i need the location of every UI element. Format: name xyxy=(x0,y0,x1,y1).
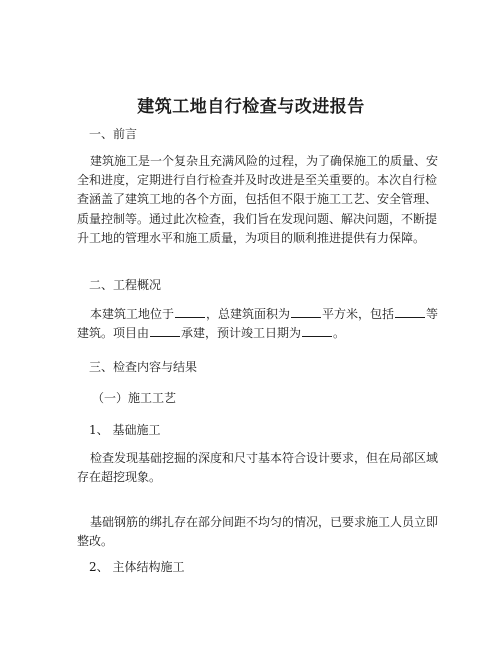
paragraph-line: 基础钢筋的绑扎存在部分间距不均匀的情况，已要求施工人员立即 xyxy=(90,515,439,529)
foundation-paragraph-2 xyxy=(77,513,439,551)
blank-field xyxy=(302,323,332,337)
overview-text: 承建，预计竣工日期为 xyxy=(181,326,302,341)
paragraph-line: 升工地的管理水平和施工质量，为项目的顺利推进提供有力保障。 xyxy=(77,230,426,245)
section-heading-preface: 一、前言 xyxy=(89,127,138,141)
paragraph-line xyxy=(77,304,439,323)
blank-field xyxy=(291,304,321,318)
subsection-heading-process: （一）施工工艺 xyxy=(92,391,177,405)
overview-text: 平方米，包括 xyxy=(322,307,395,321)
paragraph-line: 整改。 xyxy=(77,534,114,549)
item-heading-main-structure: 2、 主体结构施工 xyxy=(89,560,185,574)
section-heading-overview: 二、工程概况 xyxy=(89,278,162,292)
overview-text: 。 xyxy=(333,326,346,341)
paragraph-line: 质量控制等。通过此次检查，我们旨在发现问题、解决问题，不断提 xyxy=(77,211,438,226)
foundation-paragraph-1 xyxy=(77,449,439,487)
paragraph-line: 建筑施工是一个复杂且充满风险的过程，为了确保施工的质量、安 xyxy=(90,154,439,168)
blank-field xyxy=(395,304,425,318)
blank-field xyxy=(150,323,180,337)
item-heading-foundation: 1、 基础施工 xyxy=(89,423,161,437)
overview-text: 建筑。项目由 xyxy=(77,326,150,341)
preface-paragraph xyxy=(77,152,439,248)
document-title: 建筑工地自行检查与改进报告 xyxy=(137,97,365,117)
paragraph-line xyxy=(77,323,429,342)
section-heading-inspection: 三、检查内容与结果 xyxy=(89,360,198,374)
overview-text: ，总建筑面积为 xyxy=(206,307,291,321)
overview-text: 本建筑工地位于 xyxy=(90,307,175,321)
paragraph-line: 检查发现基础挖掘的深度和尺寸基本符合设计要求，但在局部区域 xyxy=(90,451,439,465)
overview-text: 等 xyxy=(426,307,439,321)
paragraph-line: 查涵盖了建筑工地的各个方面，包括但不限于施工工艺、安全管理、 xyxy=(77,192,438,207)
paragraph-line: 全和进度，定期进行自行检查并及时改进是至关重要的。本次自行检 xyxy=(77,173,438,188)
blank-field xyxy=(175,304,205,318)
overview-paragraph xyxy=(77,304,439,342)
paragraph-line: 存在超挖现象。 xyxy=(77,470,162,485)
